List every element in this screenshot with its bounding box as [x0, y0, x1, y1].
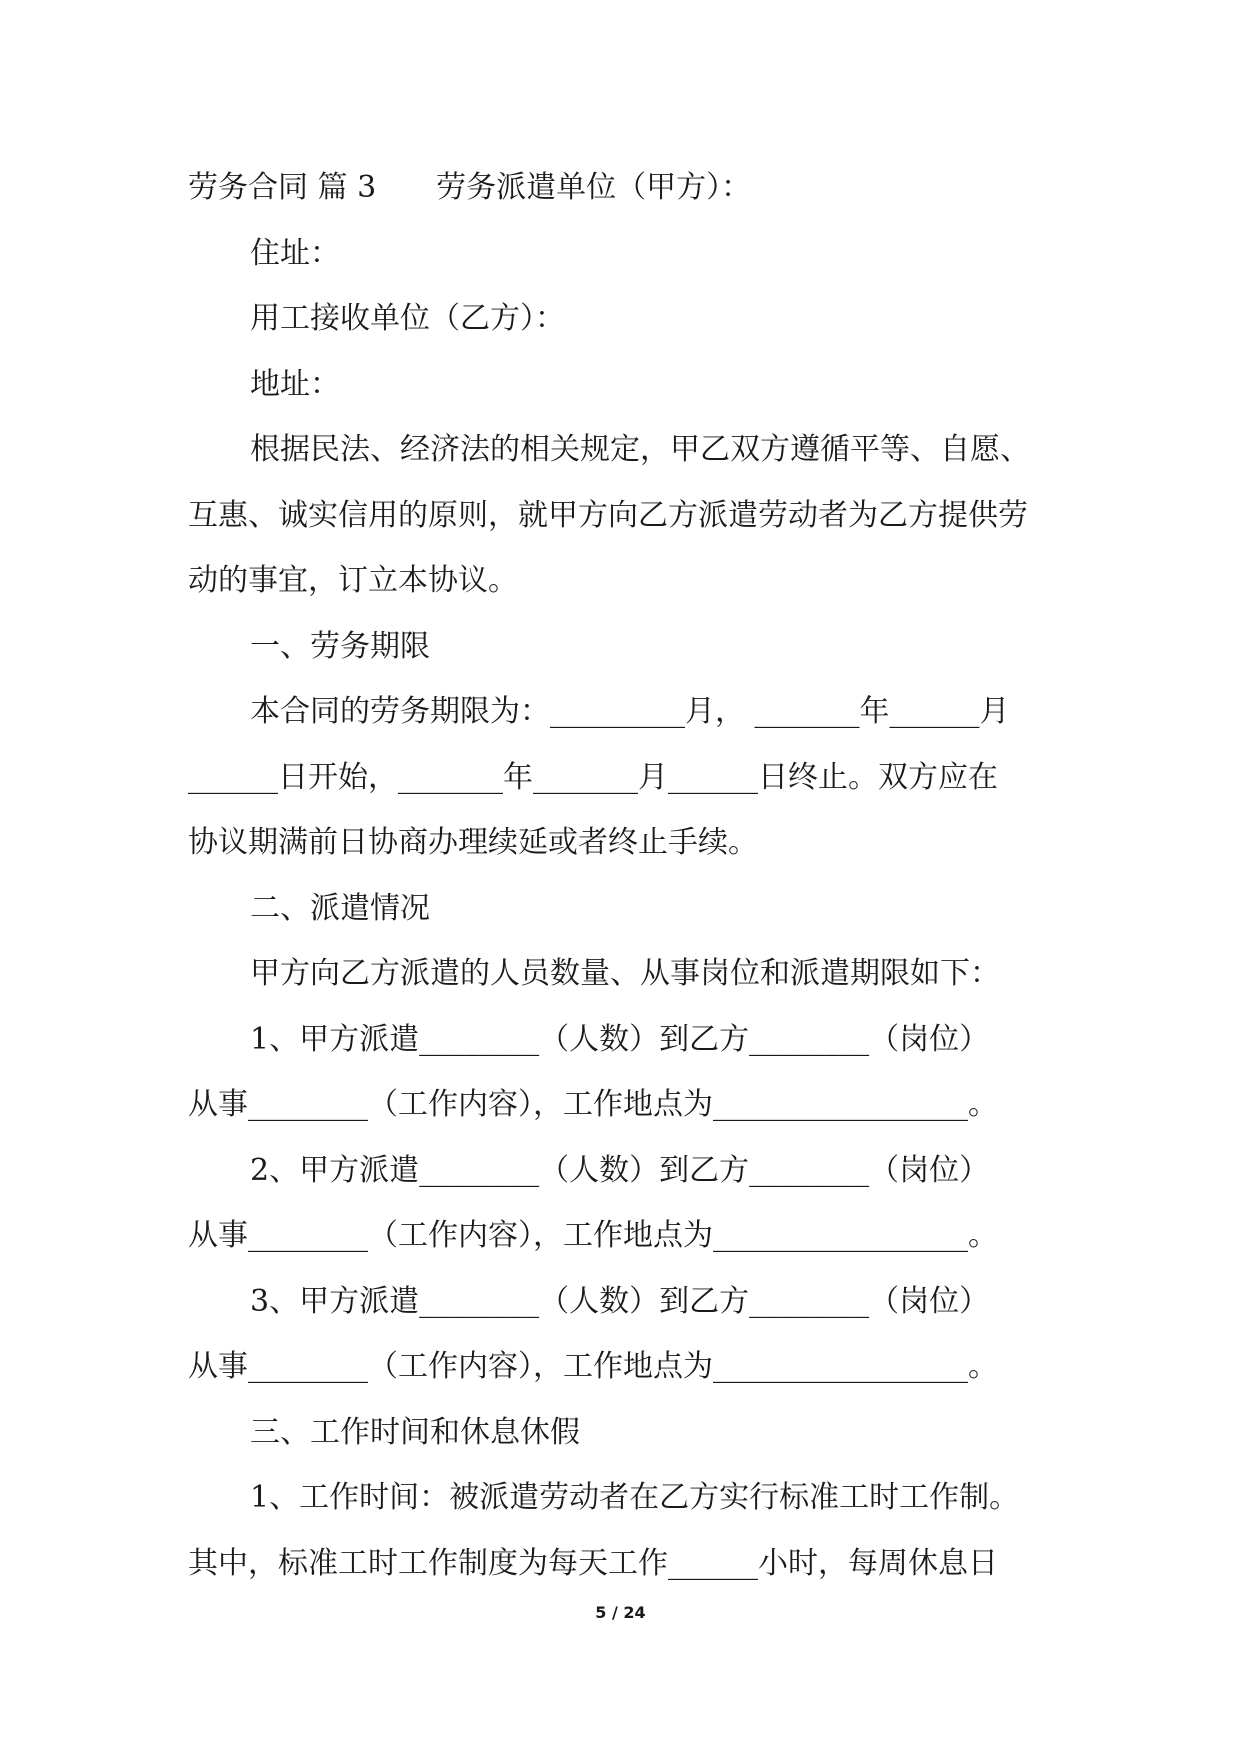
- document-body: [188, 155, 1068, 1596]
- paragraph-line: 本合同的劳务期限为：_________月， _______年______月: [250, 694, 1010, 729]
- address-line: 住址：: [250, 235, 340, 271]
- party-a-label: 劳务派遣单位（甲方）：: [436, 170, 752, 205]
- paragraph-line: 从事________（工作内容），工作地点为_________________。: [188, 1087, 998, 1122]
- paragraph-line: 3、甲方派遣________（人数）到乙方________（岗位）: [250, 1283, 990, 1319]
- paragraph-line: 1、工作时间：被派遣劳动者在乙方实行标准工时工作制。: [250, 1480, 1020, 1515]
- paragraph-line: ______日开始，_______年_______月______日终止。双方应在: [188, 759, 998, 795]
- section-heading: 三、工作时间和休息休假: [250, 1414, 580, 1450]
- paragraph-line: 动的事宜，订立本协议。: [188, 563, 518, 598]
- paragraph-line: 2、甲方派遣________（人数）到乙方________（岗位）: [250, 1152, 990, 1188]
- page-number: 5 / 24: [595, 1603, 646, 1622]
- paragraph-line: 根据民法、经济法的相关规定，甲乙双方遵循平等、自愿、: [250, 432, 1030, 467]
- paragraph-line: 1、甲方派遣________（人数）到乙方________（岗位）: [250, 1021, 990, 1057]
- paragraph-line: 协议期满前日协商办理续延或者终止手续。: [188, 825, 758, 860]
- section-heading: 二、派遣情况: [250, 890, 430, 926]
- paragraph-line: 甲方向乙方派遣的人员数量、从事岗位和派遣期限如下：: [250, 956, 1000, 991]
- location-line: 地址：: [250, 366, 340, 402]
- paragraph-line: 从事________（工作内容），工作地点为_________________。: [188, 1349, 998, 1384]
- party-b-line: 用工接收单位（乙方）：: [250, 301, 565, 336]
- contract-heading: 劳务合同 篇 3: [188, 170, 377, 205]
- section-heading: 一、劳务期限: [250, 628, 430, 664]
- paragraph-line: 其中，标准工时工作制度为每天工作______小时，每周休息日: [188, 1545, 998, 1581]
- paragraph-line: 互惠、诚实信用的原则，就甲方向乙方派遣劳动者为乙方提供劳: [188, 497, 1028, 533]
- paragraph-line: 从事________（工作内容），工作地点为_________________。: [188, 1218, 998, 1253]
- heading-line: [188, 155, 1068, 221]
